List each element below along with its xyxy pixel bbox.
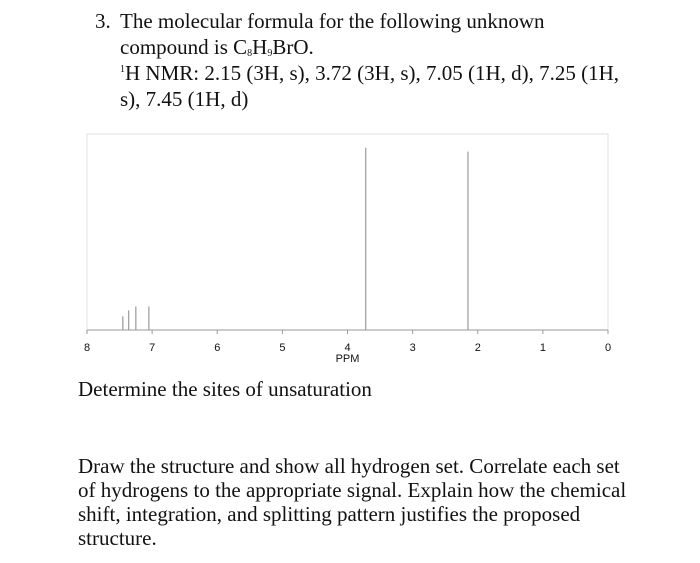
x-tick-label-1: 7	[149, 342, 156, 354]
question-number: 3.	[95, 9, 111, 33]
question-line-3	[120, 60, 685, 86]
question-line-2	[120, 34, 685, 60]
nmr-spectrum-svg	[70, 132, 630, 372]
question-text-1: The molecular formula for the following unknown	[120, 9, 545, 33]
formula-c-subscript: 8	[247, 48, 253, 59]
formula-h-subscript: 9	[267, 48, 273, 59]
x-tick-label-2: 6	[214, 342, 221, 354]
x-tick-label-4: 4	[344, 342, 351, 354]
nmr-data-2: s), 7.45 (1H, d)	[120, 87, 249, 111]
x-tick-label-5: 3	[409, 342, 416, 354]
nmr-spectrum	[70, 132, 630, 372]
x-tick-label-3: 5	[279, 342, 286, 354]
formula-prefix: compound is C	[120, 35, 248, 59]
formula-rest: BrO.	[272, 35, 314, 59]
formula-h: H	[252, 35, 268, 59]
x-tick-label-0: 8	[83, 342, 91, 354]
unsaturation-prompt: Determine the sites of unsaturation	[78, 377, 372, 401]
x-tick-label-7: 1	[539, 342, 546, 354]
nmr-data-1: H NMR: 2.15 (3H, s), 3.72 (3H, s), 7.05 (1H, d), 7.25 (1H,	[125, 61, 620, 85]
x-ticks-group	[84, 330, 611, 354]
x-tick-label-8: 0	[604, 342, 612, 354]
plot-frame	[87, 134, 608, 330]
structure-prompt: Draw the structure and show all hydrogen set. Correlate each set of hydrogens to the appropriate signal. Explain how the chemical shift, integration, and splitting pattern justifies the proposed structure.	[78, 454, 627, 550]
x-tick-label-6: 2	[474, 342, 481, 354]
peaks-group	[123, 148, 468, 330]
question-block	[95, 8, 685, 112]
x-axis-label: PPM	[335, 353, 360, 365]
question-line-4	[120, 86, 685, 112]
nmr-superscript: 1	[120, 64, 125, 75]
question-line-1	[120, 8, 685, 34]
